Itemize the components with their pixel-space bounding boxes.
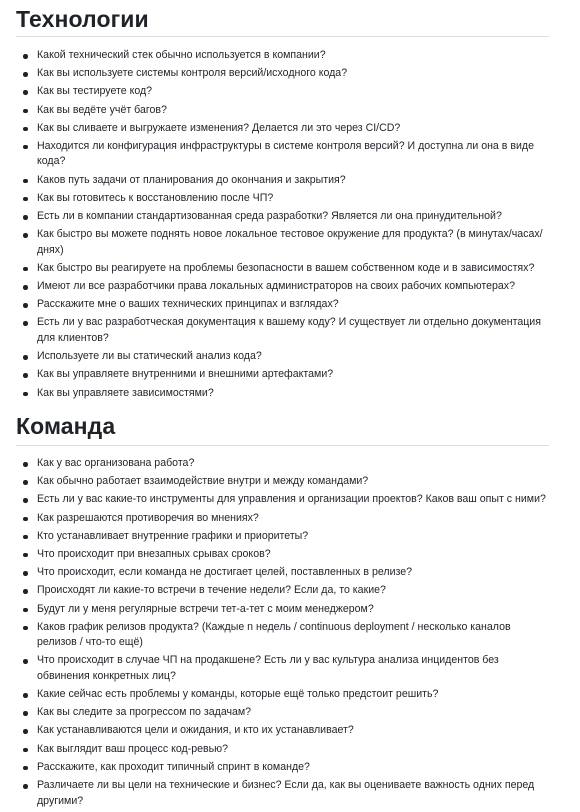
- list-item: Как выглядит ваш процесс код-ревью?: [0, 742, 560, 758]
- list-item: Кто устанавливает внутренние графики и приоритеты?: [0, 529, 560, 545]
- list-item: Как вы сливаете и выгружаете изменения? Делается ли это через CI/CD?: [0, 121, 560, 137]
- list-item: Как вы следите за прогрессом по задачам?: [0, 705, 560, 721]
- list-item: Имеют ли все разработчики права локальных администраторов на своих рабочих компьютерах?: [0, 279, 560, 295]
- list-item: Есть ли в компании стандартизованная среда разработки? Является ли она принудительной?: [0, 209, 560, 225]
- question-list-team: [0, 456, 560, 812]
- list-item: Что происходит в случае ЧП на продакшене? Есть ли у вас культура анализа инцидентов без обвинения конкретных лиц?: [0, 653, 560, 684]
- list-item: Что происходит, если команда не достигает целей, поставленных в релизе?: [0, 565, 560, 581]
- list-item: Используете ли вы статический анализ кода?: [0, 349, 560, 365]
- list-item: Какие сейчас есть проблемы у команды, которые ещё только предстоит решить?: [0, 687, 560, 703]
- list-item: Как у вас организована работа?: [0, 456, 560, 472]
- list-item: Какой технический стек обычно используется в компании?: [0, 48, 560, 64]
- list-item: Каков путь задачи от планирования до окончания и закрытия?: [0, 173, 560, 189]
- list-item: Как вы управляете внутренними и внешними артефактами?: [0, 367, 560, 383]
- section-title-team: Команда: [16, 413, 116, 439]
- list-item: Как устанавливаются цели и ожидания, и кто их устанавливает?: [0, 723, 560, 739]
- list-item: Есть ли у вас разработческая документация к вашему коду? И существует ли отдельно документация для клиентов?: [0, 315, 560, 346]
- list-item: Как вы используете системы контроля версий/исходного кода?: [0, 66, 560, 82]
- list-item: Есть ли у вас какие-то инструменты для управления и организации проектов? Каков ваш опыт с ними?: [0, 492, 560, 508]
- list-item: Как вы ведёте учёт багов?: [0, 103, 560, 119]
- list-item: Как вы управляете зависимостями?: [0, 386, 560, 402]
- list-item: Как разрешаются противоречия во мнениях?: [0, 511, 560, 527]
- list-item: Расскажите, как проходит типичный спринт в команде?: [0, 760, 560, 776]
- section-divider: [16, 36, 549, 37]
- list-item: Каков график релизов продукта? (Каждые n недель / continuous deployment / несколько каналов релизов / что-то ещё): [0, 620, 560, 651]
- list-item: Будут ли у меня регулярные встречи тет-а-тет с моим менеджером?: [0, 602, 560, 618]
- list-item: Находится ли конфигурация инфраструктуры в системе контроля версий? И доступна ли она в виде кода?: [0, 139, 560, 170]
- list-item: Расскажите мне о ваших технических принципах и взглядах?: [0, 297, 560, 313]
- list-item: Что происходит при внезапных срывах сроков?: [0, 547, 560, 563]
- list-item: Как вы готовитесь к восстановлению после ЧП?: [0, 191, 560, 207]
- list-item: Различаете ли вы цели на технические и бизнес? Если да, как вы оцениваете важность одних перед другими?: [0, 778, 560, 809]
- list-item: Как вы тестируете код?: [0, 84, 560, 100]
- list-item: Как быстро вы реагируете на проблемы безопасности в вашем собственном коде и в зависимостях?: [0, 261, 560, 277]
- list-item: Как обычно работает взаимодействие внутри и между командами?: [0, 474, 560, 490]
- list-item: Происходят ли какие-то встречи в течение недели? Если да, то какие?: [0, 583, 560, 599]
- section-divider: [16, 445, 549, 446]
- question-list-technologies: [0, 48, 560, 404]
- section-title-technologies: Технологии: [16, 6, 149, 32]
- list-item: Как быстро вы можете поднять новое локальное тестовое окружение для продукта? (в минутах/часах/днях): [0, 227, 560, 258]
